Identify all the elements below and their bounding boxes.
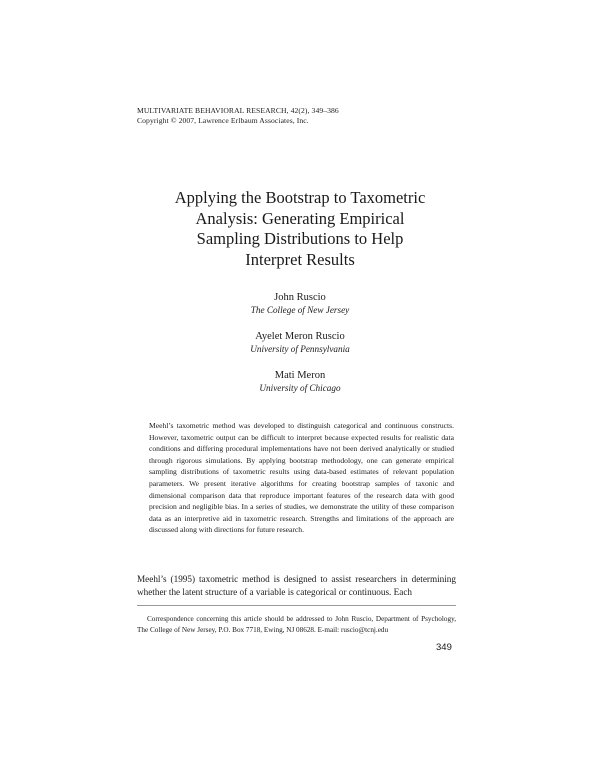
running-head <box>137 106 339 126</box>
page-number: 349 <box>436 642 452 653</box>
footnote-divider <box>137 605 456 606</box>
author-name: John Ruscio <box>274 292 326 303</box>
copyright-line: Copyright © 2007, Lawrence Erlbaum Associates, Inc. <box>137 116 309 125</box>
author-block <box>150 291 450 316</box>
author-name: Ayelet Meron Ruscio <box>255 331 345 342</box>
author-list <box>150 291 450 408</box>
author-affiliation: University of Chicago <box>259 383 341 393</box>
author-block <box>150 330 450 355</box>
title-line: Sampling Distributions to Help <box>196 229 404 248</box>
title-line: Applying the Bootstrap to Taxometric <box>174 188 426 207</box>
title-line: Analysis: Generating Empirical <box>195 208 405 228</box>
journal-name: MULTIVARIATE BEHAVIORAL RESEARCH <box>137 106 287 115</box>
author-block <box>150 369 450 394</box>
author-affiliation: The College of New Jersey <box>250 305 350 315</box>
correspondence-footnote: Correspondence concerning this article should be addressed to John Ruscio, Department of Psychology, The College of New Jersey, P.O. Box 7718, Ewing, NJ 08628. E-mail: ruscio@tcnj.edu <box>137 615 456 634</box>
volume-pages: , 42(2), 349–386 <box>286 106 339 115</box>
author-name: Mati Meron <box>274 370 326 381</box>
author-affiliation: University of Pennsylvania <box>250 344 350 354</box>
journal-citation <box>137 106 339 116</box>
body-paragraph: Meehl’s (1995) taxometric method is designed to assist researchers in determining whether the latent structure of a variable is categorical or continuous. Each <box>137 574 456 597</box>
title-line: Interpret Results <box>245 249 355 269</box>
abstract: Meehl’s taxometric method was developed to distinguish categorical and continuous constructs. However, taxometric output can be difficult to interpret because expected results for realistic data conditions and differing procedural implementations have not been derived analytically or studied through rigorous simulations. By applying bootstrap methodology, one can generate empirical sampling distributions of taxometric results using data-based estimates of relevant population parameters. We present iterative algorithms for creating bootstrap samples of taxonic and dimensional comparison data that reproduce important features of the research data with good precision and negligible bias. In a series of studies, we demonstrate the utility of these comparison data as an interpretive aid in taxometric research. Strengths and limitations of the approach are discussed along with directions for future research. <box>149 421 454 535</box>
article-title <box>100 188 500 270</box>
